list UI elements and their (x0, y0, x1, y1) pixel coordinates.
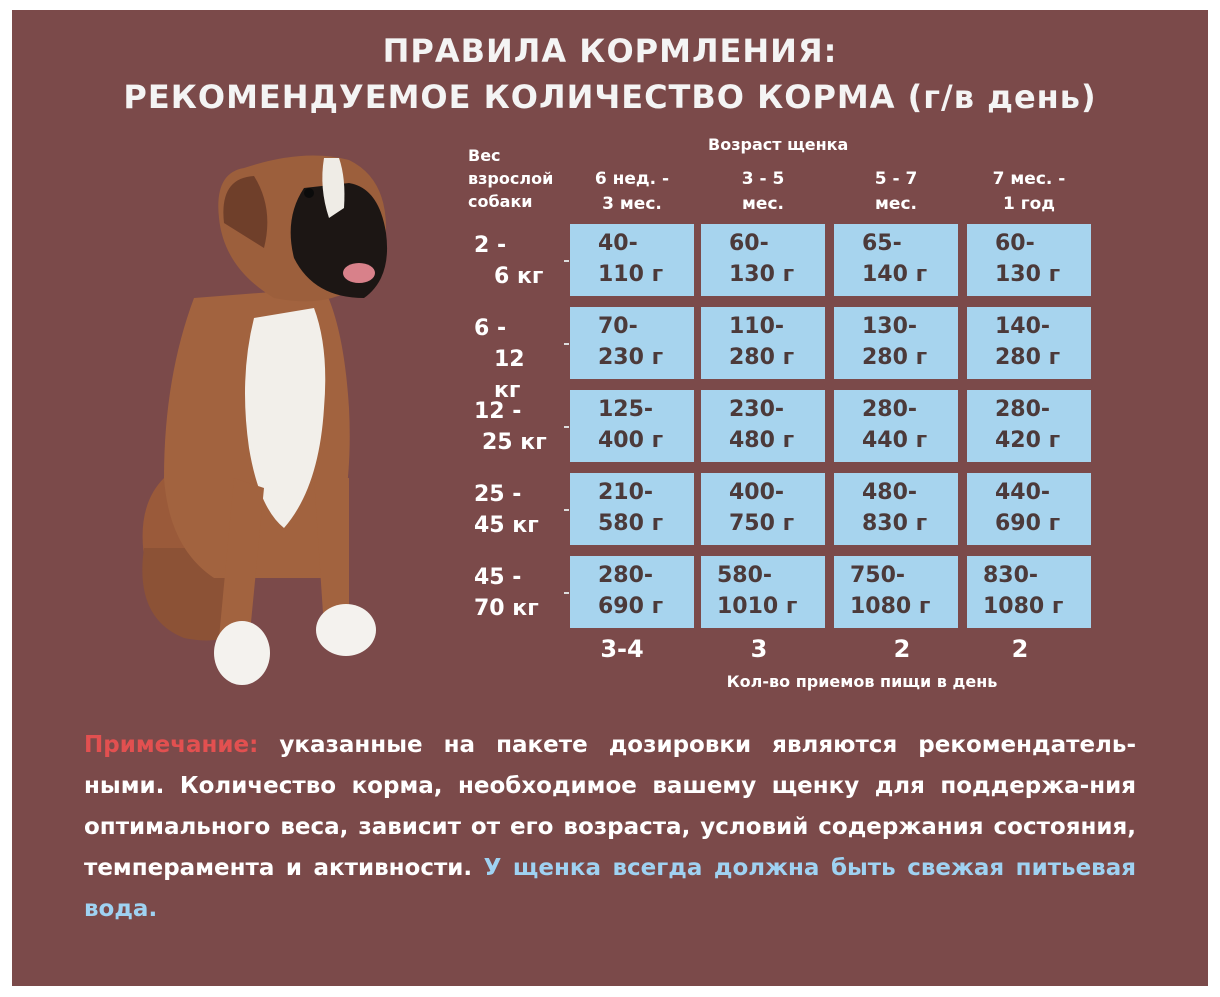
cell-line: 40- (598, 231, 638, 256)
table-cell (701, 473, 825, 545)
column-header-line: 1 год (1002, 194, 1056, 214)
cell-line: 230 г (598, 345, 664, 370)
cell-line: 280 г (995, 345, 1061, 370)
note-paragraph (84, 725, 1136, 930)
cell-line: 440 г (862, 428, 928, 453)
column-header-line: мес. (875, 194, 917, 214)
weight-label-line: 25 кг (482, 430, 547, 455)
meals-count: 2 (1011, 635, 1029, 663)
boxer-dog-image (124, 148, 424, 688)
cell-line: 280- (598, 563, 654, 588)
meals-count: 2 (893, 635, 911, 663)
cell-line: 280 г (862, 345, 928, 370)
cell-line: 280- (862, 397, 918, 422)
column-header (570, 167, 694, 217)
cell-line: 60- (995, 231, 1035, 256)
table-cell (967, 473, 1091, 545)
table-cell (570, 556, 694, 628)
cell-line: 750- (850, 563, 906, 588)
cell-line: 830 г (862, 511, 928, 536)
cell-line: 130 г (729, 262, 795, 287)
cell-line: 110- (729, 314, 785, 339)
weight-label (474, 396, 556, 458)
cell-line: 480 г (729, 428, 795, 453)
cell-line: 440- (995, 480, 1051, 505)
column-header-line: 6 нед. - (594, 169, 670, 189)
table-cell (570, 390, 694, 462)
age-header: Возраст щенка (708, 135, 849, 154)
row-tick (564, 509, 569, 511)
weight-header-line: взрослой (468, 169, 554, 188)
weight-label-line: 25 - (474, 482, 522, 507)
row-tick (564, 343, 569, 345)
cell-line: 690 г (995, 511, 1061, 536)
table-cell (834, 390, 958, 462)
column-header (967, 167, 1091, 217)
table-cell (967, 390, 1091, 462)
cell-line: 140 г (862, 262, 928, 287)
cell-line: 210- (598, 480, 654, 505)
note-label: Примечание: (84, 732, 259, 758)
weight-header-line: Вес (468, 146, 501, 165)
table-cell (701, 556, 825, 628)
column-header-line: мес. (742, 194, 784, 214)
meals-label: Кол-во приемов пищи в день (726, 672, 998, 691)
cell-line: 400- (729, 480, 785, 505)
cell-line: 70- (598, 314, 638, 339)
weight-label-line: 6 кг (494, 264, 544, 289)
cell-line: 60- (729, 231, 769, 256)
row-tick (564, 426, 569, 428)
note-highlight: У щенка всегда должна быть свежая питьевая вода. (84, 855, 1137, 922)
cell-line: 580 г (598, 511, 664, 536)
cell-line: 830- (983, 563, 1039, 588)
cell-line: 1080 г (850, 594, 931, 619)
table-cell (834, 307, 958, 379)
column-header-line: 3 - 5 (741, 169, 785, 189)
cell-line: 690 г (598, 594, 664, 619)
column-header-line: 5 - 7 (874, 169, 918, 189)
cell-line: 130- (862, 314, 918, 339)
weight-label-line: 12 - (474, 399, 522, 424)
table-cell (967, 224, 1091, 296)
weight-label-line: 2 - (474, 233, 507, 258)
weight-label-line: 45 кг (474, 513, 539, 538)
cell-line: 1080 г (983, 594, 1064, 619)
note-text: указанные на пакете дозировки являются рекомендатель-ными. Количество корма, необходимое вашему щенку для поддержа-ния оптимального веса, зависит от его возраста, условий содержания состояния, темперамента и активности. (84, 732, 1136, 881)
table-cell (834, 556, 958, 628)
table-cell (967, 556, 1091, 628)
cell-line: 230- (729, 397, 785, 422)
weight-label (474, 313, 556, 406)
table-cell (701, 224, 825, 296)
weight-label (474, 479, 556, 541)
weight-label-line: 70 кг (474, 596, 539, 621)
cell-line: 750 г (729, 511, 795, 536)
title-line-2: РЕКОМЕНДУЕМОЕ КОЛИЧЕСТВО КОРМА (г/в день) (123, 78, 1097, 116)
cell-line: 110 г (598, 262, 664, 287)
column-header (834, 167, 958, 217)
table-cell (570, 224, 694, 296)
table-cell (570, 307, 694, 379)
row-tick (564, 260, 569, 262)
table-cell (570, 473, 694, 545)
table-cell (967, 307, 1091, 379)
cell-line: 125- (598, 397, 654, 422)
meals-count: 3-4 (600, 635, 644, 663)
cell-line: 130 г (995, 262, 1061, 287)
weight-label (474, 562, 556, 624)
table-cell (701, 307, 825, 379)
title-line-1: ПРАВИЛА КОРМЛЕНИЯ: (382, 32, 838, 70)
weight-label (474, 230, 556, 292)
table-cell (701, 390, 825, 462)
table-cell (834, 473, 958, 545)
cell-line: 420 г (995, 428, 1061, 453)
column-header-line: 3 мес. (602, 194, 662, 214)
weight-header-line: собаки (468, 192, 533, 211)
cell-line: 1010 г (717, 594, 798, 619)
infographic-panel (12, 10, 1208, 986)
weight-header (468, 144, 553, 213)
cell-line: 65- (862, 231, 902, 256)
cell-line: 140- (995, 314, 1051, 339)
cell-line: 280- (995, 397, 1051, 422)
row-tick (564, 592, 569, 594)
weight-label-line: 6 - (474, 316, 507, 341)
weight-label-line: 45 - (474, 565, 522, 590)
cell-line: 400 г (598, 428, 664, 453)
meals-count: 3 (750, 635, 768, 663)
table-cell (834, 224, 958, 296)
column-header (701, 167, 825, 217)
column-header-line: 7 мес. - (992, 169, 1066, 189)
cell-line: 280 г (729, 345, 795, 370)
cell-line: 480- (862, 480, 918, 505)
cell-line: 580- (717, 563, 773, 588)
weight-label-line: 12 кг (494, 347, 525, 403)
